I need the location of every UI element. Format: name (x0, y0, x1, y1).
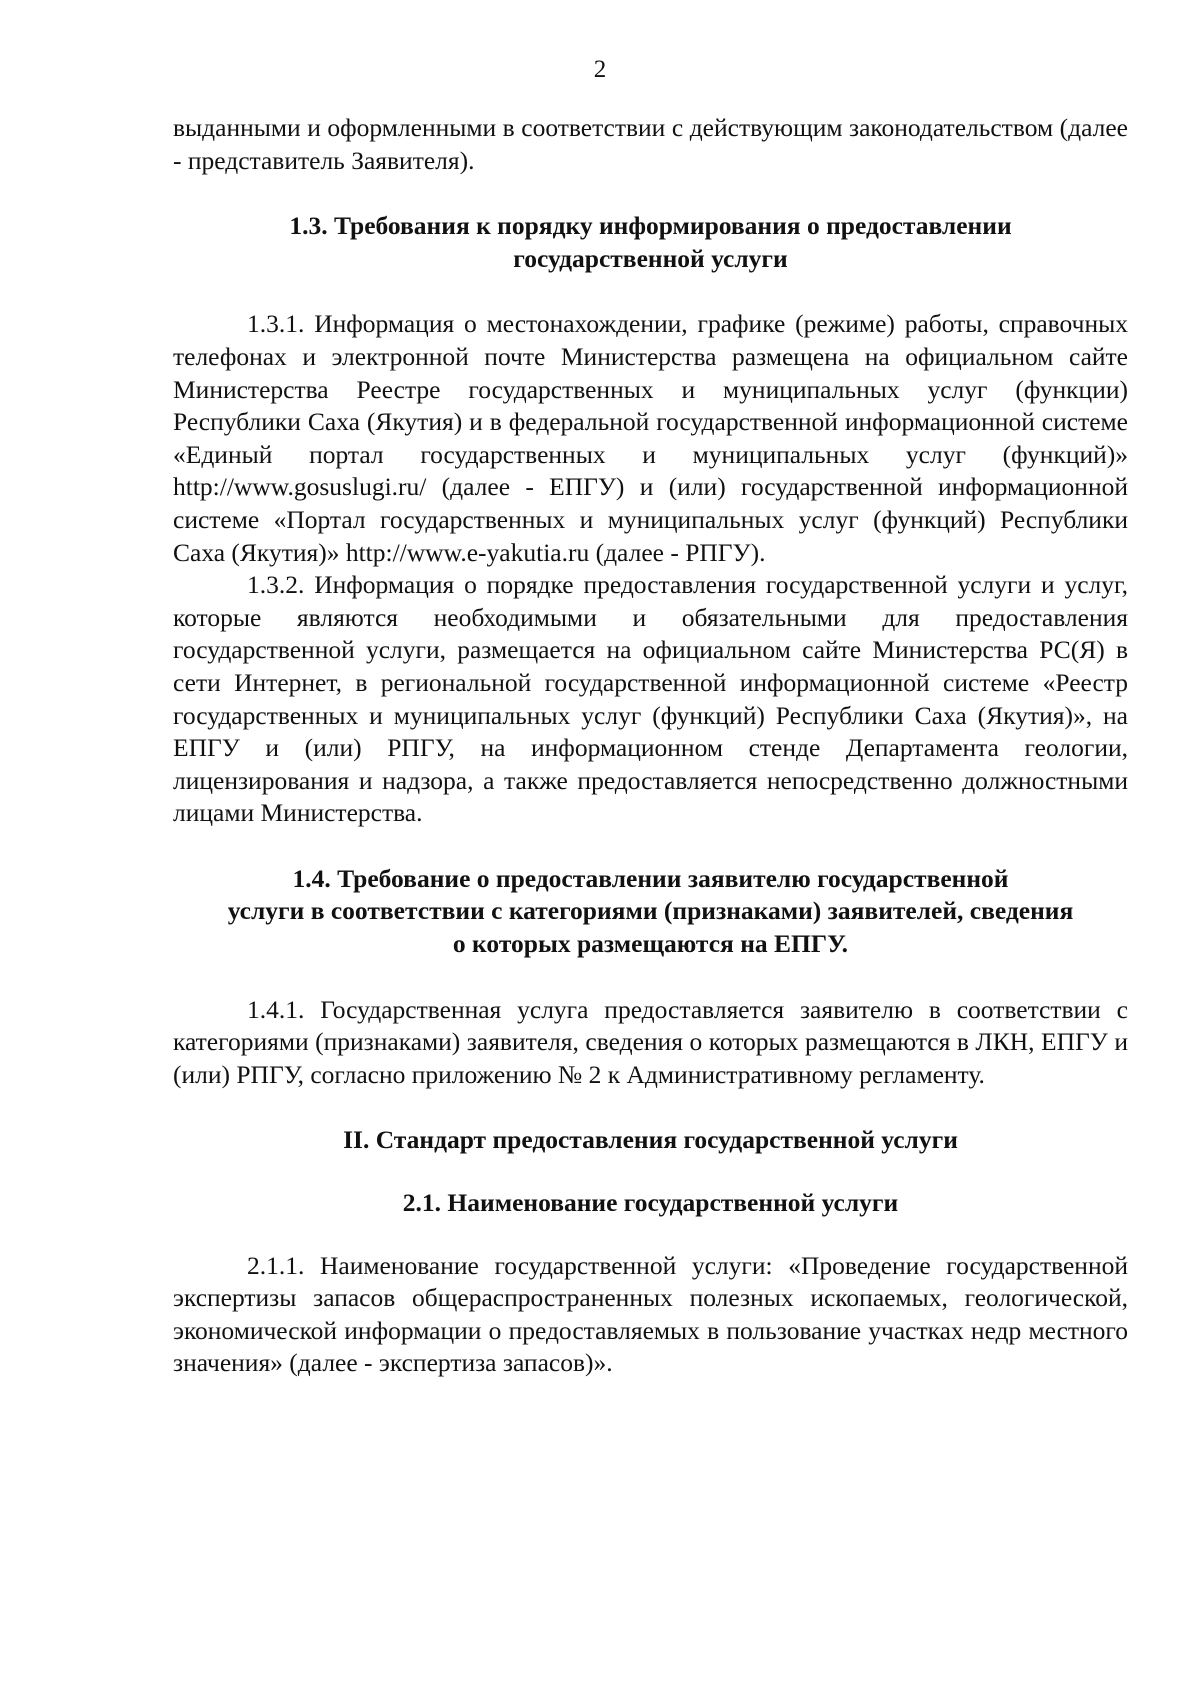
page-number: 2 (593, 56, 607, 83)
heading-1-4-line-2: услуги в соответствии с категориями (признаками) заявителей, сведения (227, 896, 1074, 926)
paragraph-1-3-1: 1.3.1. Информация о местонахождении, графике (режиме) работы, справочных телефонах и электронной почте Министерства размещена на официальном сайте Министерства Реестре государственных и муниципальных услуг (функции) Республики Саха (Якутия) и в федеральной государственной информационной системе «Единый портал государственных и муниципальных услуг (функций)» http://www.gosuslugi.ru/ (далее - ЕПГУ) и (или) государственной информационной системе «Портал государственных и муниципальных услуг (функций) Республики Саха (Якутия)» http://www.e-yakutia.ru (далее - РПГУ). (173, 309, 1128, 567)
document-body (173, 112, 1128, 1380)
paragraph-2-1-1: 2.1.1. Наименование государственной услуги: «Проведение государственной экспертизы запасов общераспространенных полезных ископаемых, геологической, экономической информации о предоставляемых в пользование участках недр местного значения» (далее - экспертиза запасов)». (173, 1250, 1128, 1378)
paragraph-1-3-2: 1.3.2. Информация о порядке предоставления государственной услуги и услуг, которые являются необходимыми и обязательными для предоставления государственной услуги, размещается на официальном сайте Министерства РС(Я) в сети Интернет, в региональной государственной информационной системе «Реестр государственных и муниципальных услуг (функций) Республики Саха (Якутия)», на ЕПГУ и (или) РПГУ, на информационном стенде Департамента геологии, лицензирования и надзора, а также предоставляется непосредственно должностными лицами Министерства. (173, 570, 1128, 828)
paragraph-1-4-1: 1.4.1. Государственная услуга предоставляется заявителю в соответствии с категориями (признаками) заявителя, сведения о которых размещаются в ЛКН, ЕПГУ и (или) РПГУ, согласно приложению № 2 к Административному регламенту. (173, 994, 1128, 1089)
heading-1-3: 1.3. Требования к порядку информирования о предоставлении государственной услуги (289, 211, 1012, 273)
heading-section-2: II. Стандарт предоставления государственной услуги (343, 1125, 958, 1155)
paragraph-intro: выданными и оформленными в соответствии с действующим законодательством (далее - представитель Заявителя). (173, 113, 1128, 175)
heading-1-4-line-3: о которых размещаются на ЕПГУ. (452, 929, 849, 959)
heading-2-1: 2.1. Наименование государственной услуги (402, 1188, 899, 1218)
heading-1-4-line-1: 1.4. Требование о предоставлении заявителю государственной (292, 863, 1009, 893)
